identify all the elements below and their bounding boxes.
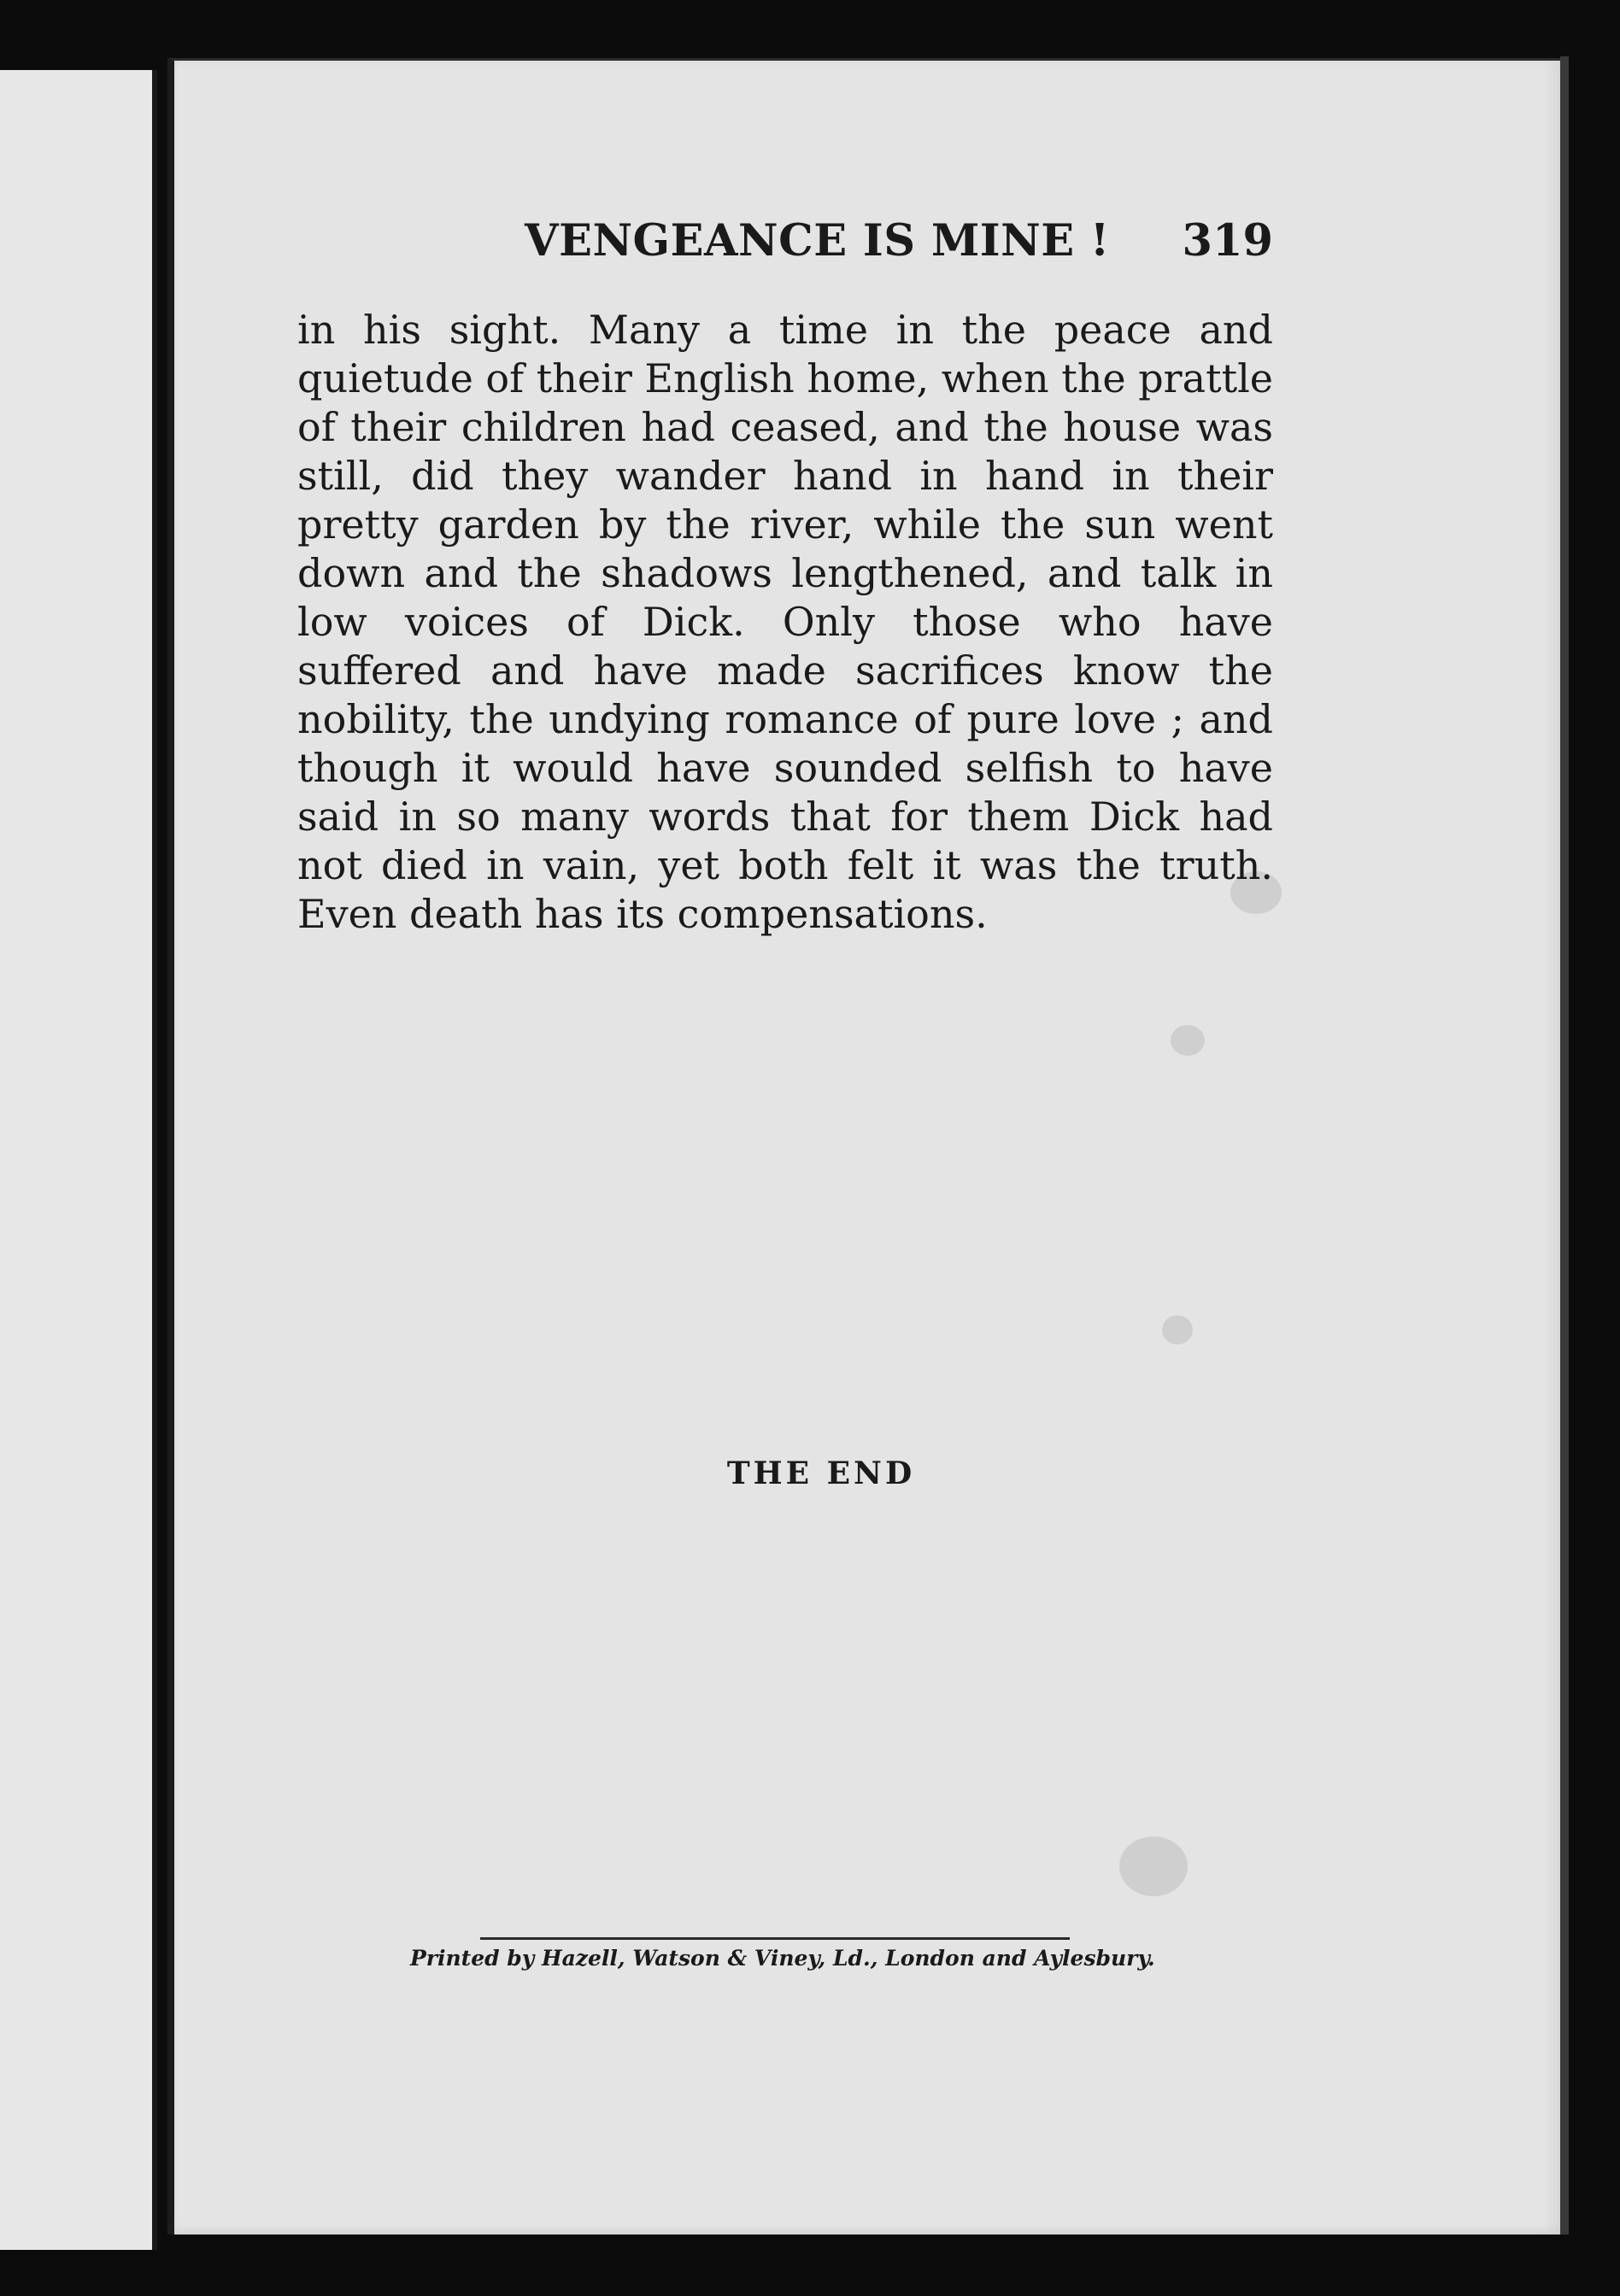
page-right-edge — [1560, 56, 1569, 2234]
text-line: down and the shadows lengthened, and talk in — [297, 550, 1273, 596]
text-line: of their children had ceased, and the house was — [297, 404, 1273, 450]
text-line: quietude of their English home, when the prattle — [297, 355, 1273, 401]
text-line: pretty garden by the river, while the sun went — [297, 501, 1273, 548]
text-line: nobility, the undying romance of pure love ; and — [297, 696, 1273, 742]
printer-imprint: Printed by Hazell, Watson & Viney, Ld., London and Aylesbury. — [410, 1946, 1155, 1971]
imprint-rule — [480, 1937, 1070, 1940]
text-line: suffered and have made sacrifices know the — [297, 647, 1273, 694]
text-line: said in so many words that for them Dick had — [297, 794, 1273, 840]
running-head — [513, 215, 1273, 275]
text-line: Even death has its compensations. — [297, 891, 988, 937]
paper-speck — [1119, 1836, 1188, 1896]
end-marker: THE END — [726, 1456, 916, 1491]
running-title: VENGEANCE IS MINE ! — [525, 215, 1110, 266]
text-line: in his sight. Many a time in the peace and — [297, 307, 1273, 353]
text-line: low voices of Dick. Only those who have — [297, 599, 1273, 645]
facing-page-edge — [0, 70, 157, 2250]
body-paragraph — [297, 306, 1273, 939]
page-number: 319 — [1182, 215, 1273, 266]
text-line: still, did they wander hand in hand in their — [297, 453, 1273, 499]
paper-speck — [1162, 1315, 1193, 1344]
text-line: though it would have sounded selfish to have — [297, 745, 1273, 791]
text-line: not died in vain, yet both felt it was the truth. — [297, 842, 1273, 888]
paper-speck — [1171, 1025, 1205, 1056]
